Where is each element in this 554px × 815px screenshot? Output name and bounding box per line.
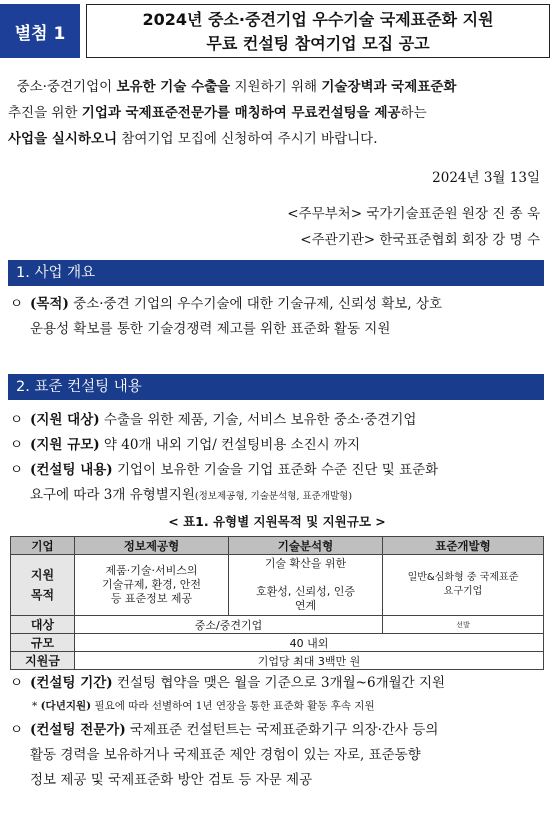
- note-text: 필요에 따라 선별하여 1년 연장을 통한 표준화 활동 후속 지원: [91, 700, 375, 712]
- support-scale-item: [10, 433, 544, 458]
- intro-text: 지원하기 위해: [230, 79, 322, 95]
- notice-date: 2024년 3월 13일: [432, 170, 540, 186]
- consulting-content-item: [10, 458, 544, 509]
- bullet-icon: ㅇ: [10, 437, 24, 453]
- item-text: 기업이 보유한 기술을 기업 표준화 수준 진단 및 표준화: [112, 462, 439, 478]
- note-star: *: [32, 700, 38, 712]
- item-text: 약 40개 내외 기업/ 컨설팅비용 소진시 까지: [99, 437, 361, 453]
- item-text: 중소·중견 기업의 우수기술에 대한 기술규제, 신뢰성 확보, 상호: [68, 296, 443, 312]
- header-info-type: 정보제공형: [75, 537, 229, 555]
- target-value: 중소/중견기업: [75, 616, 383, 634]
- agency-line: <주관기관> 한국표준협회 회장 강 명 수: [300, 232, 540, 248]
- bullet-icon: ㅇ: [10, 722, 24, 738]
- item-text: 정보 제공 및 국제표준화 방안 검토 등 자문 제공: [30, 772, 313, 788]
- table-header-row: [11, 537, 544, 555]
- header-dev-type: 표준개발형: [383, 537, 544, 555]
- purpose-dev: 일반&심화형 중 국제표준 요구기업: [383, 555, 544, 616]
- bullet-icon: ㅇ: [10, 462, 24, 478]
- fund-row: [11, 652, 544, 670]
- consulting-expert-item: [10, 718, 544, 793]
- item-text: 활동 경력을 보유하거나 국제표준 제안 경험이 있는 자로, 표준동향: [30, 747, 421, 763]
- intro-text: 하는: [400, 105, 427, 121]
- intro-text: 추진을 위한: [8, 105, 82, 121]
- section-1-heading: 1. 사업 개요: [8, 260, 544, 286]
- intro-line-2: [8, 100, 548, 126]
- section-1-item: [10, 292, 544, 342]
- target-note: 선발: [383, 616, 544, 634]
- item-label: (목적): [30, 296, 69, 312]
- item-label: (컨설팅 내용): [30, 462, 113, 478]
- item-label: (컨설팅 기간): [30, 675, 113, 691]
- purpose-info: 제품·기술·서비스의 기술규제, 환경, 안전 등 표준정보 제공: [75, 555, 229, 616]
- item-text: 국제표준 컨설턴트는 국제표준화기구 의장·간사 등의: [125, 722, 439, 738]
- header-analysis-type: 기술분석형: [229, 537, 383, 555]
- attachment-tag: 별첨 1: [0, 4, 80, 58]
- bullet-icon: ㅇ: [10, 296, 24, 312]
- item-label: (지원 대상): [30, 412, 100, 428]
- intro-emphasis: 기술장벽과 국제표준화: [321, 79, 457, 95]
- item-note: (정보제공형, 기술분석형, 표준개발형): [194, 491, 353, 502]
- target-label: 대상: [11, 616, 75, 634]
- bullet-icon: ㅇ: [10, 412, 24, 428]
- purpose-analysis: 기술 확산을 위한 호환성, 신뢰성, 인증 연계: [229, 555, 383, 616]
- item-text: 요구에 따라 3개 유형별지원: [30, 487, 195, 503]
- note-label: (다년지원): [40, 700, 92, 712]
- intro-paragraph: [8, 74, 548, 152]
- intro-text: 중소·중견기업이: [16, 79, 117, 95]
- notice-title: [86, 4, 550, 58]
- purpose-label: 지원 목적: [11, 555, 75, 616]
- title-line-2: 무료 컨설팅 참여기업 모집 공고: [206, 34, 430, 53]
- header-company: 기업: [11, 537, 75, 555]
- support-target-item: [10, 408, 544, 433]
- fund-value: 기업당 최대 3백만 원: [75, 652, 544, 670]
- section-2-heading: 2. 표준 컨설팅 내용: [8, 374, 544, 400]
- fund-label: 지원금: [11, 652, 75, 670]
- support-type-table: [10, 536, 544, 670]
- table-caption: < 표1. 유형별 지원목적 및 지원규모 >: [168, 514, 386, 529]
- scale-row: [11, 634, 544, 652]
- item-label: (지원 규모): [30, 437, 100, 453]
- consulting-period-item: [10, 671, 544, 696]
- item-text: 수출을 위한 제품, 기술, 서비스 보유한 중소·중견기업: [99, 412, 417, 428]
- ministry-line: <주무부처> 국가기술표준원 원장 진 종 욱: [287, 206, 540, 222]
- bullet-icon: ㅇ: [10, 675, 24, 691]
- intro-text: 참여기업 모집에 신청하여 주시기 바랍니다.: [117, 131, 378, 147]
- scale-label: 규모: [11, 634, 75, 652]
- scale-value: 40 내외: [75, 634, 544, 652]
- item-label: (컨설팅 전문가): [30, 722, 126, 738]
- item-text: 컨설팅 협약을 맺은 월을 기준으로 3개월~6개월간 지원: [112, 675, 446, 691]
- intro-line-3: [8, 126, 548, 152]
- multiyear-note: [32, 698, 375, 713]
- intro-emphasis: 사업을 실시하오니: [8, 131, 118, 147]
- item-text: 운용성 확보를 통한 기술경쟁력 제고를 위한 표준화 활동 지원: [30, 321, 391, 337]
- target-row: [11, 616, 544, 634]
- intro-emphasis: 기업과 국제표준전문가를 매칭하여 무료컨설팅을 제공: [81, 105, 401, 121]
- title-line-1: 2024년 중소·중견기업 우수기술 국제표준화 지원: [142, 10, 494, 29]
- intro-emphasis: 보유한 기술 수출을: [116, 79, 231, 95]
- intro-line-1: [8, 74, 548, 100]
- purpose-row: [11, 555, 544, 616]
